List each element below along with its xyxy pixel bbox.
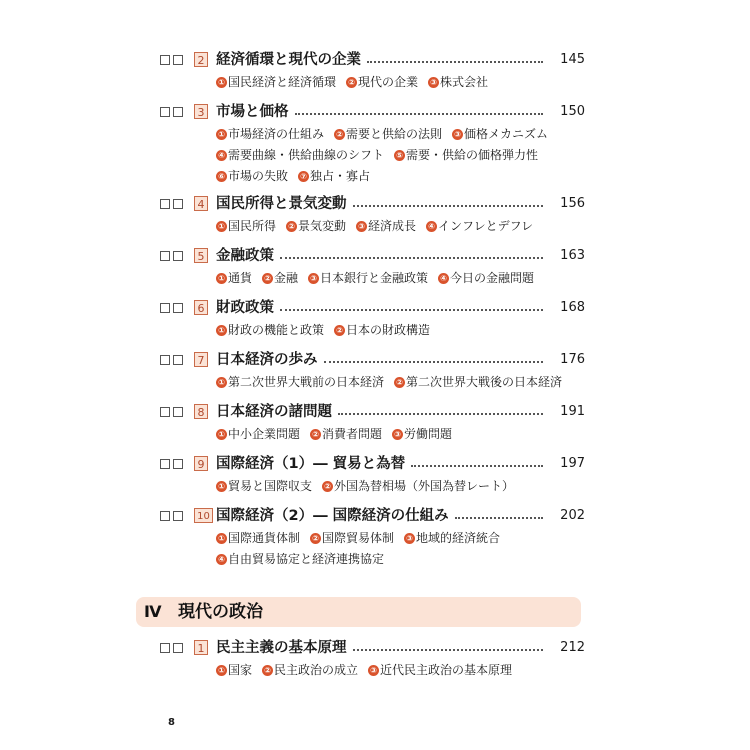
checkbox[interactable]: [173, 251, 183, 261]
item-number-badge: ②: [310, 429, 321, 440]
chapter-number: 5: [194, 248, 208, 263]
subtopic-label: 景気変動: [298, 219, 347, 233]
toc-entry[interactable]: [160, 49, 585, 94]
subtopic: [216, 425, 300, 444]
dot-leader: [295, 113, 543, 115]
item-number-badge: ⑤: [394, 150, 405, 161]
item-number-badge: ②: [262, 665, 273, 676]
checkbox[interactable]: [160, 459, 170, 469]
checkbox[interactable]: [173, 643, 183, 653]
subtopic-label: 今日の金融問題: [450, 271, 535, 285]
dot-leader: [280, 257, 543, 259]
checkbox[interactable]: [160, 107, 170, 117]
item-number-badge: ①: [216, 481, 227, 492]
subtopic: [216, 321, 324, 340]
subtopic-label: 価格メカニズム: [464, 127, 549, 141]
subtopic-label: 需要曲線・供給曲線のシフト: [228, 148, 385, 162]
subtopic: [308, 269, 428, 288]
chapter-number: 8: [194, 404, 208, 419]
item-number-badge: ①: [216, 77, 227, 88]
subtopic: [426, 217, 533, 236]
subtopic-line: [216, 373, 585, 394]
item-number-badge: ①: [216, 533, 227, 544]
dot-leader: [367, 61, 543, 63]
page-reference: 176: [560, 352, 585, 367]
subtopic: [216, 661, 252, 680]
dot-leader: [338, 413, 543, 415]
toc-entry[interactable]: [160, 505, 585, 571]
subtopic-line: [216, 146, 585, 167]
dot-leader: [324, 361, 543, 363]
chapter-title[interactable]: 国民所得と景気変動: [216, 194, 351, 214]
subtopic: [438, 269, 534, 288]
subtopic-line: [216, 73, 585, 94]
checkbox[interactable]: [173, 459, 183, 469]
entry-heading-row: [160, 401, 585, 425]
item-number-badge: ①: [216, 325, 227, 336]
chapter-title[interactable]: 国際経済（2）― 国際経済の仕組み: [216, 506, 453, 526]
item-number-badge: ②: [322, 481, 333, 492]
subtopic-label: 金融: [274, 271, 299, 285]
toc-entry[interactable]: [160, 193, 585, 238]
dot-leader: [280, 309, 543, 311]
subtopic: [216, 125, 324, 144]
subtopic-label: 現代の企業: [358, 75, 419, 89]
item-number-badge: ③: [368, 665, 379, 676]
entry-heading-row: [160, 245, 585, 269]
subtopic-line: [216, 425, 585, 446]
subtopic: [322, 477, 514, 496]
subtopic-label: 貿易と国際収支: [228, 479, 313, 493]
chapter-title[interactable]: 経済循環と現代の企業: [216, 50, 365, 70]
item-number-badge: ①: [216, 273, 227, 284]
item-number-badge: ①: [216, 665, 227, 676]
subtopic: [334, 125, 442, 144]
item-number-badge: ②: [334, 325, 345, 336]
subtopic: [216, 146, 384, 165]
subtopic-line: [216, 167, 585, 188]
item-number-badge: ③: [452, 129, 463, 140]
toc-entry[interactable]: [160, 349, 585, 394]
checkbox[interactable]: [173, 55, 183, 65]
subtopic-label: 民主政治の成立: [274, 663, 359, 677]
checkbox[interactable]: [160, 303, 170, 313]
item-number-badge: ①: [216, 129, 227, 140]
subtopic: [310, 529, 394, 548]
subtopic-label: 国民経済と経済循環: [228, 75, 337, 89]
page-number: 8: [168, 717, 175, 728]
toc-entry[interactable]: [160, 245, 585, 290]
subtopic: [310, 425, 382, 444]
checkbox[interactable]: [173, 199, 183, 209]
chapter-number: 10: [194, 508, 213, 523]
page-reference: 163: [560, 248, 585, 263]
subtopic: [404, 529, 500, 548]
item-number-badge: ①: [216, 221, 227, 232]
subtopic: [262, 661, 358, 680]
subtopic-label: 中小企業問題: [228, 427, 301, 441]
subtopic-label: 外国為替相場（外国為替レート）: [334, 479, 515, 493]
checkbox[interactable]: [173, 511, 183, 521]
chapter-number: 7: [194, 352, 208, 367]
subtopic: [346, 73, 418, 92]
item-number-badge: ⑦: [298, 171, 309, 182]
subtopic-label: 第二次世界大戦後の日本経済: [406, 375, 563, 389]
section-title: 現代の政治: [178, 602, 263, 622]
subtopic: [216, 477, 312, 496]
subtopic-label: 国際貿易体制: [322, 531, 395, 545]
subtopic: [452, 125, 548, 144]
subtopic-line: [216, 529, 585, 550]
item-number-badge: ③: [428, 77, 439, 88]
item-number-badge: ②: [310, 533, 321, 544]
toc-entry[interactable]: [160, 453, 585, 498]
chapter-title[interactable]: 財政政策: [216, 298, 278, 318]
subtopic-label: 日本銀行と金融政策: [320, 271, 429, 285]
dot-leader: [353, 649, 543, 651]
subtopic-line: [216, 477, 585, 498]
subtopic-label: 株式会社: [440, 75, 489, 89]
subtopic-label: 市場経済の仕組み: [228, 127, 325, 141]
entry-heading-row: [160, 193, 585, 217]
subtopic-label: 地域的経済統合: [416, 531, 501, 545]
subtopic: [216, 167, 288, 186]
checkbox[interactable]: [160, 199, 170, 209]
page-reference: 156: [560, 196, 585, 211]
subtopic: [286, 217, 346, 236]
checkbox[interactable]: [160, 643, 170, 653]
chapter-number: 1: [194, 640, 208, 655]
chapter-number: 3: [194, 104, 208, 119]
page-reference: 191: [560, 404, 585, 419]
item-number-badge: ⑥: [216, 171, 227, 182]
toc-entry[interactable]: [160, 401, 585, 446]
subtopic: [298, 167, 370, 186]
dot-leader: [353, 205, 543, 207]
dot-leader: [455, 517, 543, 519]
toc-entry[interactable]: [160, 101, 585, 188]
item-number-badge: ③: [356, 221, 367, 232]
entry-heading-row: [160, 453, 585, 477]
item-number-badge: ④: [216, 554, 227, 565]
checkbox[interactable]: [160, 251, 170, 261]
checkbox[interactable]: [160, 355, 170, 365]
checkbox[interactable]: [173, 303, 183, 313]
checkbox[interactable]: [173, 107, 183, 117]
item-number-badge: ④: [426, 221, 437, 232]
item-number-badge: ②: [286, 221, 297, 232]
toc-entry[interactable]: [160, 297, 585, 342]
checkbox[interactable]: [160, 407, 170, 417]
item-number-badge: ②: [394, 377, 405, 388]
subtopic: [394, 373, 562, 392]
subtopic-label: 国際通貨体制: [228, 531, 301, 545]
subtopic-label: 財政の機能と政策: [228, 323, 325, 337]
chapter-title[interactable]: 日本経済の歩み: [216, 350, 322, 370]
page-reference: 212: [560, 640, 585, 655]
entry-heading-row: [160, 349, 585, 373]
entry-heading-row: [160, 297, 585, 321]
page-reference: 197: [560, 456, 585, 471]
subtopic: [216, 550, 384, 569]
subtopic-label: 需要・供給の価格弾力性: [406, 148, 539, 162]
item-number-badge: ②: [262, 273, 273, 284]
subtopic-label: 国民所得: [228, 219, 277, 233]
page-reference: 145: [560, 52, 585, 67]
chapter-number: 4: [194, 196, 208, 211]
chapter-title[interactable]: 日本経済の諸問題: [216, 402, 336, 422]
subtopic: [216, 269, 252, 288]
subtopic-label: 市場の失敗: [228, 169, 289, 183]
section-banner: [136, 597, 581, 627]
subtopic: [262, 269, 298, 288]
subtopic-line: [216, 550, 585, 571]
subtopic-label: 国家: [228, 663, 253, 677]
chapter-number: 9: [194, 456, 208, 471]
subtopic: [216, 217, 276, 236]
section-number: Ⅳ: [144, 602, 162, 621]
subtopic-line: [216, 125, 585, 146]
subtopic-label: 消費者問題: [322, 427, 383, 441]
subtopic-label: インフレとデフレ: [438, 219, 534, 233]
subtopic-label: 近代民主政治の基本原理: [380, 663, 513, 677]
subtopic-line: [216, 661, 585, 682]
item-number-badge: ③: [404, 533, 415, 544]
page-reference: 150: [560, 104, 585, 119]
dot-leader: [411, 465, 543, 467]
subtopic-label: 日本の財政構造: [346, 323, 431, 337]
chapter-number: 2: [194, 52, 208, 67]
subtopic: [428, 73, 488, 92]
checkbox[interactable]: [173, 407, 183, 417]
subtopic-line: [216, 321, 585, 342]
entry-heading-row: [160, 101, 585, 125]
subtopic: [216, 529, 300, 548]
checkbox[interactable]: [160, 55, 170, 65]
item-number-badge: ②: [334, 129, 345, 140]
chapter-title[interactable]: 国際経済（1）― 貿易と為替: [216, 454, 409, 474]
item-number-badge: ④: [216, 150, 227, 161]
subtopic-label: 独占・寡占: [310, 169, 371, 183]
item-number-badge: ③: [392, 429, 403, 440]
entry-heading-row: [160, 637, 585, 661]
subtopic-label: 労働問題: [404, 427, 453, 441]
chapter-number: 6: [194, 300, 208, 315]
subtopic: [216, 73, 336, 92]
subtopic-line: [216, 269, 585, 290]
chapter-title[interactable]: 市場と価格: [216, 102, 293, 122]
item-number-badge: ①: [216, 429, 227, 440]
item-number-badge: ③: [308, 273, 319, 284]
subtopic: [368, 661, 512, 680]
entry-heading-row: [160, 49, 585, 73]
item-number-badge: ①: [216, 377, 227, 388]
subtopic: [394, 146, 538, 165]
subtopic: [356, 217, 416, 236]
checkbox[interactable]: [160, 511, 170, 521]
page-reference: 202: [560, 508, 585, 523]
chapter-title[interactable]: 民主主義の基本原理: [216, 638, 351, 658]
item-number-badge: ②: [346, 77, 357, 88]
subtopic-line: [216, 217, 585, 238]
chapter-title[interactable]: 金融政策: [216, 246, 278, 266]
subtopic: [334, 321, 430, 340]
subtopic-label: 通貨: [228, 271, 253, 285]
subtopic-label: 経済成長: [368, 219, 417, 233]
subtopic-label: 自由貿易協定と経済連携協定: [228, 552, 385, 566]
page-reference: 168: [560, 300, 585, 315]
subtopic: [216, 373, 384, 392]
checkbox[interactable]: [173, 355, 183, 365]
toc-entry[interactable]: [160, 637, 585, 682]
subtopic-label: 第二次世界大戦前の日本経済: [228, 375, 385, 389]
entry-heading-row: [160, 505, 585, 529]
item-number-badge: ④: [438, 273, 449, 284]
subtopic: [392, 425, 452, 444]
subtopic-label: 需要と供給の法則: [346, 127, 443, 141]
